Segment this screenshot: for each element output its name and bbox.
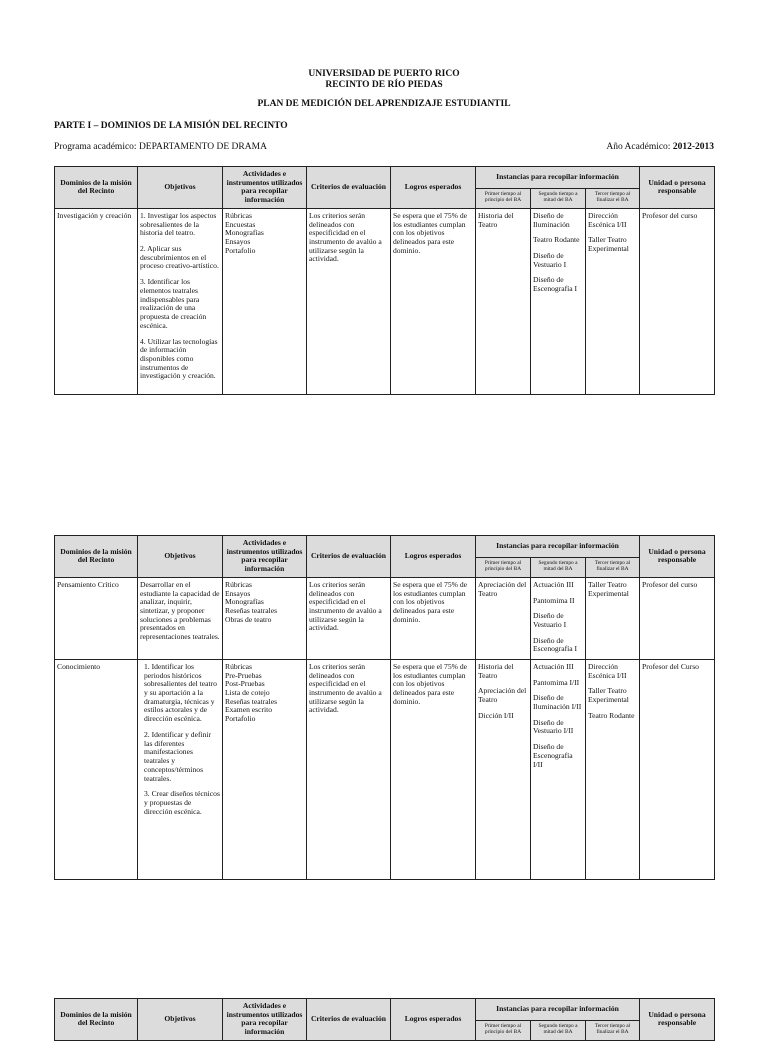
col-header-instancia-1: Primer tiempo al principio del BA: [476, 557, 531, 577]
cell-text: Examen escrito: [225, 705, 273, 715]
cell-text: Rúbricas: [225, 210, 252, 220]
cell-instancia-1: [476, 208, 531, 394]
cell-text: Monografías: [225, 597, 264, 607]
cell-text: Taller Teatro Experimental: [588, 235, 629, 254]
cell-actividades: [223, 577, 307, 659]
cell-logros: [391, 659, 476, 879]
cell-text: 2. Aplicar sus descubrimientos en el proceso creativo-artístico.: [140, 244, 219, 271]
col-header-dominio: Dominios de la misión del Recinto: [55, 536, 138, 578]
cell-text: Dirección Escénica I/II: [588, 210, 627, 229]
cell-text: Se espera que el 75% de los estudiantes cumplan con los objetivos delineados para este dominio.: [393, 579, 468, 624]
cell-text: Monografías: [225, 228, 264, 238]
table-row: [55, 659, 715, 879]
cell-instancia-3: [586, 659, 640, 879]
cell-text: Diseño de Escenografía I: [533, 275, 578, 294]
cell-objetivos: [138, 659, 223, 879]
cell-text: 2. Identificar y definir las diferentes manifestaciones teatrales y conceptos/términos teatrales.: [144, 729, 212, 783]
program-value: DEPARTAMENTO DE DRAMA: [138, 142, 267, 152]
cell-text: Diseño de Vestuario I: [533, 611, 567, 630]
cell-instancia-1: [476, 659, 531, 879]
cell-text: Pre-Pruebas: [225, 670, 262, 680]
cell-text: Los criterios serán delineados con especificidad en el instrumento de avalúo a utilizarse según la actividad.: [309, 210, 382, 264]
cell-instancia-2: [531, 577, 586, 659]
col-header-criterios: Criterios de evaluación: [307, 536, 391, 578]
cell-objetivos: [138, 208, 223, 394]
cell-instancia-3: [586, 208, 640, 394]
col-header-instancia-2: Segundo tiempo a mitad del BA: [531, 1020, 586, 1040]
cell-text: 1. Investigar los aspectos sobresalientes de la historia del teatro.: [140, 210, 217, 238]
cell-text: Rúbricas: [225, 661, 252, 671]
cell-unidad: [640, 208, 715, 394]
cell-text: Los criterios serán delineados con especificidad en el instrumento de avalúo a utilizarse según la actividad.: [309, 661, 382, 715]
cell-text: Pensamiento Crítico: [57, 579, 119, 589]
cell-text: Diseño de Iluminación I/II: [533, 693, 582, 712]
col-header-instancias: Instancias para recopilar información: [476, 536, 640, 558]
cell-text: Profesor del Curso: [642, 661, 699, 671]
col-header-objetivos: Objetivos: [138, 536, 223, 578]
col-header-instancias: Instancias para recopilar información: [476, 167, 640, 189]
cell-text: Rúbricas: [225, 579, 252, 589]
cell-text: Profesor del curso: [642, 210, 698, 220]
cell-text: Encuestas: [225, 219, 256, 229]
cell-text: Dirección Escénica I/II: [588, 661, 627, 680]
cell-unidad: [640, 659, 715, 879]
col-header-instancia-1: Primer tiempo al principio del BA: [476, 188, 531, 208]
program-label: Programa académico:: [54, 142, 137, 152]
year-value: 2012-2013: [672, 142, 714, 152]
cell-text: Se espera que el 75% de los estudiantes cumplan con los objetivos delineados para este dominio.: [393, 661, 468, 706]
cell-text: Investigación y creación: [57, 210, 132, 220]
cell-text: Post-Pruebas: [225, 679, 265, 689]
cell-criterios: [307, 577, 391, 659]
cell-text: Pantomima I/II: [533, 677, 580, 687]
col-header-logros: Logros esperados: [391, 167, 476, 209]
cell-text: Dicción I/II: [478, 710, 514, 720]
cell-text: Apreciación del Teatro: [478, 686, 527, 705]
cell-objetivos: [138, 577, 223, 659]
cell-text: Actuación III: [533, 661, 574, 671]
cell-text: Ensayos: [225, 237, 251, 247]
cell-dominio: [55, 659, 138, 879]
measurement-table-2: [54, 535, 715, 880]
cell-text: Actuación III: [533, 579, 574, 589]
col-header-instancia-3: Tercer tiempo al finalizar el BA: [586, 557, 640, 577]
cell-logros: [391, 208, 476, 394]
cell-instancia-2: [531, 659, 586, 879]
cell-dominio: [55, 577, 138, 659]
col-header-actividades: Actividades e instrumentos utilizados para recopilar información: [223, 536, 307, 578]
cell-unidad: [640, 577, 715, 659]
table-header-row: [55, 167, 715, 189]
col-header-actividades: Actividades e instrumentos utilizados para recopilar información: [223, 999, 307, 1041]
plan-title: PLAN DE MEDICIÓN DEL APRENDIZAJE ESTUDIANTIL: [257, 99, 511, 109]
cell-text: Desarrollar en el estudiante la capacidad de analizar, inquirir, sintetizar, y proponer soluciones a problemas presentados en representaciones teatrales.: [140, 579, 220, 642]
cell-text: Taller Teatro Experimental: [588, 579, 629, 598]
cell-text: Diseño de Escenografía I/II: [533, 742, 573, 769]
cell-text: Se espera que el 75% de los estudiantes cumplan con los objetivos delineados para este dominio.: [393, 210, 468, 255]
cell-text: Teatro Rodante: [588, 710, 635, 720]
campus-title: RECINTO DE RÍO PIEDAS: [325, 80, 443, 90]
col-header-actividades: Actividades e instrumentos utilizados para recopilar información: [223, 167, 307, 209]
cell-actividades: [223, 208, 307, 394]
part-title: PARTE I – DOMINIOS DE LA MISIÓN DEL RECINTO: [54, 121, 288, 131]
cell-text: Portafolio: [225, 714, 256, 724]
col-header-dominio: Dominios de la misión del Recinto: [55, 167, 138, 209]
cell-text: Diseño de Vestuario I: [533, 251, 567, 269]
table-header-row: [55, 999, 715, 1021]
col-header-logros: Logros esperados: [391, 999, 476, 1041]
program-line: [54, 142, 267, 152]
cell-instancia-3: [586, 577, 640, 659]
cell-logros: [391, 577, 476, 659]
col-header-instancia-1: Primer tiempo al principio del BA: [476, 1020, 531, 1040]
col-header-instancia-3: Tercer tiempo al finalizar el BA: [586, 1020, 640, 1040]
col-header-dominio: Dominios de la misión del Recinto: [55, 999, 138, 1041]
col-header-instancia-3: Tercer tiempo al finalizar el BA: [586, 188, 640, 208]
table-row: [55, 208, 715, 394]
table-header-row: [55, 536, 715, 558]
cell-text: Lista de cotejo: [225, 688, 270, 698]
col-header-objetivos: Objetivos: [138, 999, 223, 1041]
year-line: [606, 142, 714, 152]
cell-text: Historia del Teatro: [478, 210, 514, 229]
cell-text: Reseñas teatrales: [225, 696, 278, 706]
col-header-unidad: Unidad o persona responsable: [640, 167, 715, 209]
cell-text: Apreciación del Teatro: [478, 579, 527, 598]
cell-text: Portafolio: [225, 245, 256, 255]
cell-text: Diseño de Iluminación: [533, 210, 570, 229]
col-header-instancias: Instancias para recopilar información: [476, 999, 640, 1021]
cell-text: Profesor del curso: [642, 579, 698, 589]
cell-instancia-2: [531, 208, 586, 394]
cell-instancia-1: [476, 577, 531, 659]
cell-text: Los criterios serán delineados con especificidad en el instrumento de avalúo a utilizarse según la actividad.: [309, 579, 382, 633]
year-label: Año Académico:: [606, 142, 671, 152]
cell-criterios: [307, 659, 391, 879]
cell-actividades: [223, 659, 307, 879]
col-header-objetivos: Objetivos: [138, 167, 223, 209]
col-header-instancia-2: Segundo tiempo a mitad del BA: [531, 557, 586, 577]
cell-text: Diseño de Escenografía I: [533, 635, 578, 654]
table-row: [55, 577, 715, 659]
cell-text: 3. Crear diseños técnicos y propuestas de dirección escénica.: [144, 789, 220, 816]
cell-text: Reseñas teatrales: [225, 606, 278, 616]
col-header-criterios: Criterios de evaluación: [307, 999, 391, 1041]
university-title: UNIVERSIDAD DE PUERTO RICO: [308, 69, 460, 79]
cell-text: Ensayos: [225, 588, 251, 598]
cell-text: Teatro Rodante: [533, 235, 580, 245]
cell-text: Pantomima II: [533, 595, 575, 605]
cell-text: 3. Identificar los elementos teatrales indispensables para realización de una propuesta de creación escénica.: [140, 277, 207, 330]
col-header-unidad: Unidad o persona responsable: [640, 536, 715, 578]
cell-text: Taller Teatro Experimental: [588, 686, 629, 705]
cell-text: 1. Identificar los periodos históricos sobresalientes del teatro y su aportación a la dramaturgia, técnicas y estilos actorales y de dirección escénica.: [144, 661, 217, 724]
cell-text: Historia del Teatro: [478, 661, 514, 680]
cell-text: 4. Utilizar las tecnologías de información disponibles como instrumentos de investigación y creación.: [140, 336, 218, 381]
cell-dominio: [55, 208, 138, 394]
col-header-logros: Logros esperados: [391, 536, 476, 578]
cell-text: Conocimiento: [57, 661, 101, 671]
measurement-table-3: [54, 998, 715, 1041]
col-header-instancia-2: Segundo tiempo a mitad del BA: [531, 188, 586, 208]
col-header-criterios: Criterios de evaluación: [307, 167, 391, 209]
col-header-unidad: Unidad o persona responsable: [640, 999, 715, 1041]
cell-text: Diseño de Vestuario I/II: [533, 717, 574, 736]
cell-text: Obras de teatro: [225, 614, 272, 624]
measurement-table-1: [54, 166, 715, 395]
cell-criterios: [307, 208, 391, 394]
